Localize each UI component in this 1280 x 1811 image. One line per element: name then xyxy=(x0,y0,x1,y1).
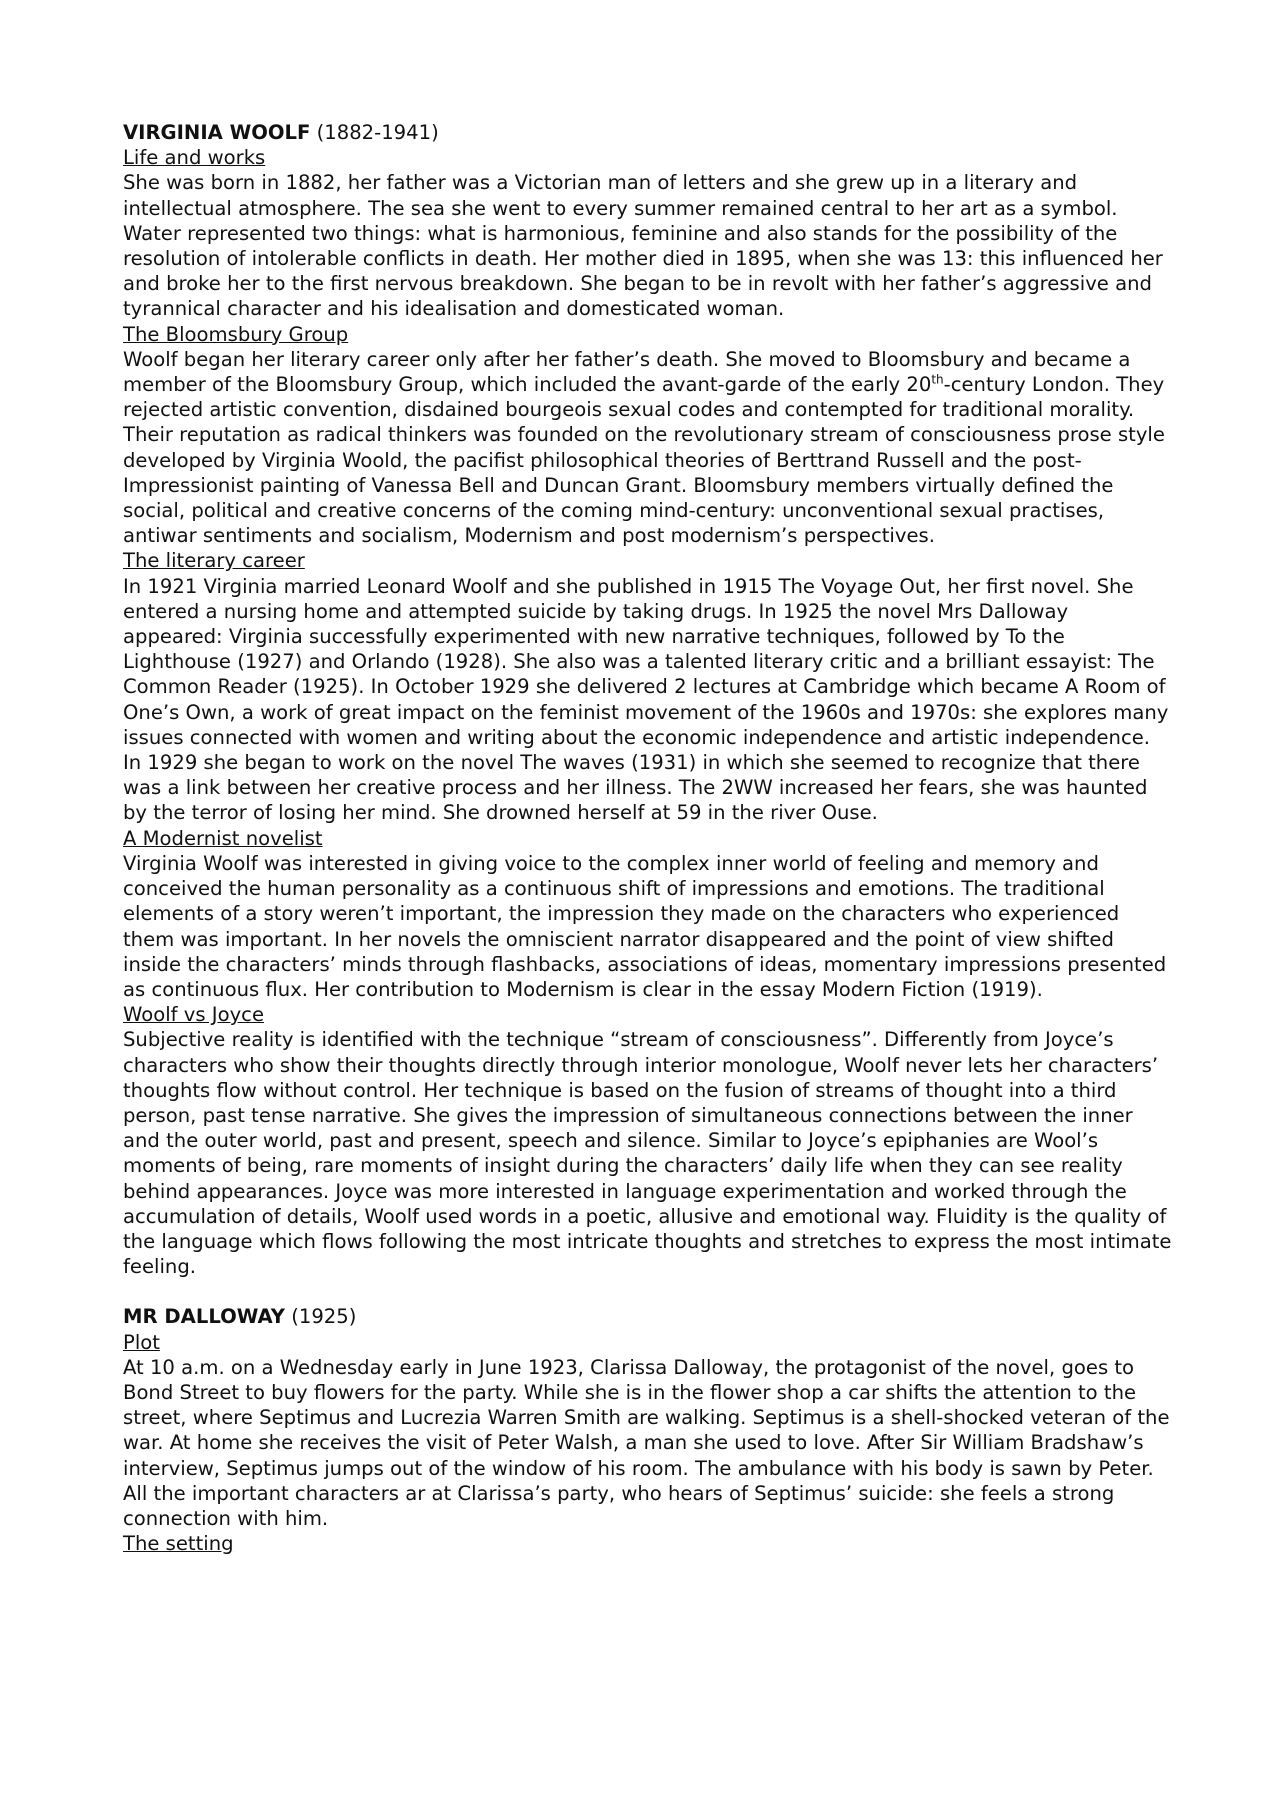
dalloway-title: MR DALLOWAY xyxy=(123,1305,285,1329)
modernist-heading: A Modernist novelist xyxy=(123,826,323,850)
joyce-paragraph: Subjective reality is identified with the technique “stream of consciousness”. Differently from Joyce’s characters who show their thoughts directly through interior monologue, Woolf never lets her characters’ thoughts flow without control. Her technique is based on the fusion of streams of thought into a third person, past tense narrative. She gives the impression of simultaneous connections between the inner and the outer world, past and present, speech and silence. Similar to Joyce’s epiphanies are Wool’s moments of being, rare moments of insight during the characters’ daily life when they can see reality behind appearances. Joyce was more interested in language experimentation and worked through the accumulation of details, Woolf used words in a poetic, allusive and emotional way. Fluidity is the quality of the language which flows following the most intricate thoughts and stretches to express the most intimate feeling. xyxy=(123,1028,1172,1279)
bloomsbury-heading: The Bloomsbury Group xyxy=(123,322,349,346)
woolf-dates: (1882-1941) xyxy=(316,121,439,144)
bloomsbury-text-part2: -century London. They rejected artistic convention, disdained bourgeois sexual codes and contempted for traditional morality. Their reputation as radical thinkers was founded on the revolutionary stream of consciousness prose style developed by Virginia Woold, the pacifist philosophical theories of Berttrand Russell and the post-Impressionist painting of Vanessa Bell and Duncan Grant. Bloomsbury members virtually defined the social, political and creative concerns of the coming mind-century: unconventional sexual practises, antiwar sentiments and socialism, Modernism and post modernism’s perspectives. xyxy=(123,373,1165,548)
setting-heading: The setting xyxy=(123,1532,234,1556)
section-spacer xyxy=(123,1279,1173,1304)
document-page xyxy=(123,120,1173,1556)
plot-heading: Plot xyxy=(123,1330,160,1354)
career-paragraph: In 1921 Virginia married Leonard Woolf and she published in 1915 The Voyage Out, her first novel. She entered a nursing home and attempted suicide by taking drugs. In 1925 the novel Mrs Dalloway appeared: Virginia successfully experimented with new narrative techniques, followed by To the Lighthouse (1927) and Orlando (1928). She also was a talented literary critic and a brilliant essayist: The Common Reader (1925). In October 1929 she delivered 2 lectures at Cambridge which became A Room of One’s Own, a work of great impact on the feminist movement of the 1960s and 1970s: she explores many issues connected with women and writing about the economic independence and artistic independence. In 1929 she began to work on the novel The waves (1931) in which she seemed to recognize that there was a link between her creative process and her illness. The 2WW increased her fears, she was haunted by the terror of losing her mind. She drowned herself at 59 in the river Ouse. xyxy=(123,574,1169,825)
plot-paragraph: At 10 a.m. on a Wednesday early in June 1923, Clarissa Dalloway, the protagonist of the novel, goes to Bond Street to buy flowers for the party. While she is in the flower shop a car shifts the attention to the street, where Septimus and Lucrezia Warren Smith are walking. Septimus is a shell-shocked veteran of the war. At home she receives the visit of Peter Walsh, a man she used to love. After Sir William Bradshaw’s interview, Septimus jumps out of the window of his room. The ambulance with his body is sawn by Peter. All the important characters ar at Clarissa’s party, who hears of Septimus’ suicide: she feels a strong connection with him. xyxy=(123,1355,1170,1530)
life-heading: Life and works xyxy=(123,146,266,170)
bloomsbury-superscript: th xyxy=(931,372,944,387)
joyce-heading: Woolf vs Joyce xyxy=(123,1003,264,1027)
woolf-title-line xyxy=(123,120,1173,145)
modernist-paragraph: Virginia Woolf was interested in giving voice to the complex inner world of feeling and memory and conceived the human personality as a continuous shift of impressions and emotions. The traditional elements of a story weren’t important, the impression they made on the characters who experienced them was important. In her novels the omniscient narrator disappeared and the point of view shifted inside the characters’ minds through flashbacks, associations of ideas, momentary impressions presented as continuous flux. Her contribution to Modernism is clear in the essay Modern Fiction (1919). xyxy=(123,851,1167,1001)
life-paragraph: She was born in 1882, her father was a Victorian man of letters and she grew up in a literary and intellectual atmosphere. The sea she went to every summer remained central to her art as a symbol. Water represented two things: what is harmonious, feminine and also stands for the possibility of the resolution of intolerable conflicts in death. Her mother died in 1895, when she was 13: this influenced her and broke her to the first nervous breakdown. She began to be in revolt with her father’s aggressive and tyrannical character and his idealisation and domesticated woman. xyxy=(123,171,1163,321)
dalloway-title-line xyxy=(123,1304,1173,1329)
bloomsbury-text-part1: Woolf began her literary career only after her father’s death. She moved to Bloomsbury and became a member of the Bloomsbury Group, which included the avant-garde of the early 20 xyxy=(123,347,1131,397)
dalloway-dates: (1925) xyxy=(291,1305,357,1329)
career-heading: The literary career xyxy=(123,549,305,573)
bloomsbury-paragraph xyxy=(123,347,1173,549)
woolf-title: VIRGINIA WOOLF xyxy=(123,121,311,144)
